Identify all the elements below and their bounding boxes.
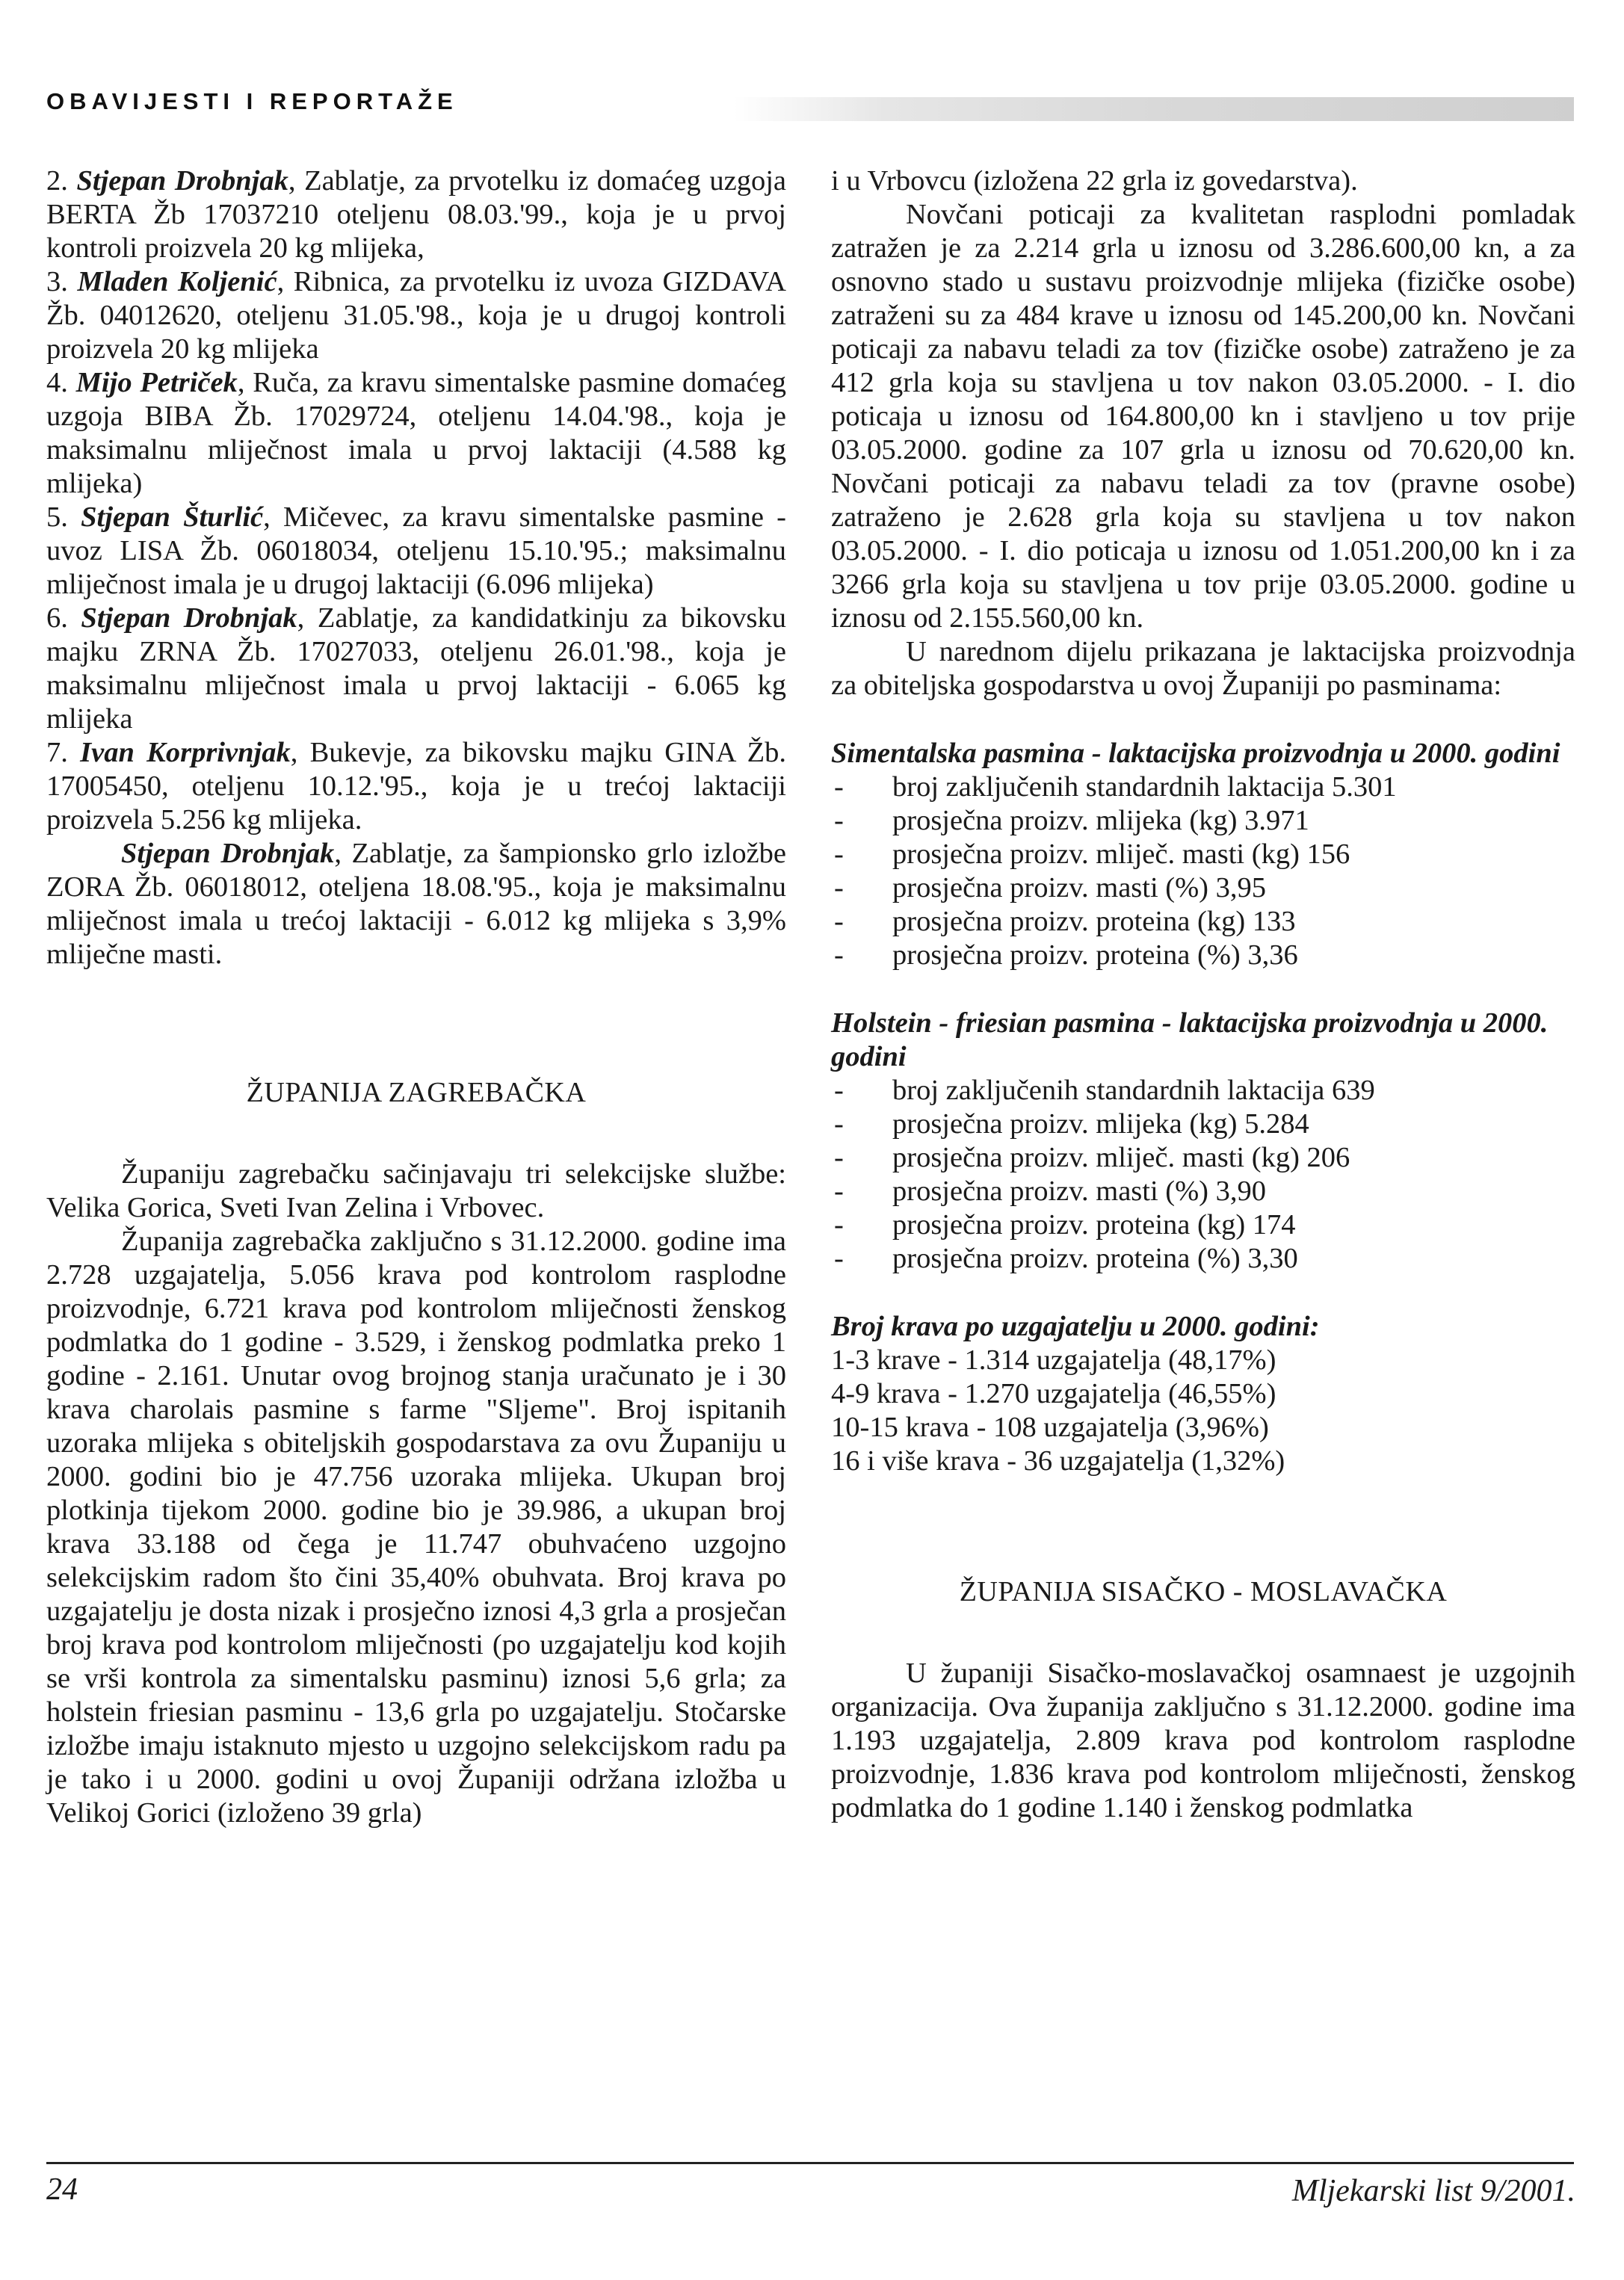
- list-item: - prosječna proizv. proteina (%) 3,30: [831, 1242, 1575, 1276]
- cows-per-breeder-heading: Broj krava po uzgajatelju u 2000. godini:: [831, 1311, 1320, 1342]
- continuation-text: i u Vrbovcu (izložena 22 grla iz govedarstva).: [831, 165, 1358, 197]
- list-item: - prosječna proizv. proteina (kg) 174: [831, 1208, 1575, 1242]
- zagreb-paragraph-1: Županiju zagrebačku sačinjavaju tri selekcijske službe: Velika Gorica, Sveti Ivan Zelina i Vrbovec.: [46, 1158, 786, 1223]
- award-item: [46, 736, 786, 837]
- award-item: [46, 164, 786, 265]
- breeder-name: Stjepan Drobnjak: [121, 838, 335, 869]
- cows-per-breeder-list: [831, 1344, 1575, 1478]
- award-item: [46, 265, 786, 366]
- running-header: [46, 88, 1574, 130]
- award-number: 7.: [46, 737, 68, 768]
- award-text: , Zablatje, za prvotelku iz domaćeg uzgoja BERTA Žb 17037210 oteljenu 08.03.'99., koja je u prvoj kontroli proizvela 20 kg mlijeka,: [46, 165, 787, 264]
- list-item: - broj zaključenih standardnih laktacija 639: [831, 1074, 1575, 1107]
- award-number: 2.: [46, 165, 68, 197]
- sisak-paragraph: U županiji Sisačko-moslavačkoj osamnaest je uzgojnih organizacija. Ova županija zaključno s 31.12.2000. godine ima 1.193 uzgajatelja, 2.809 krava pod kontrolom rasplodne proizvodnje, 1.836 krava pod kontrolom mliječnosti, ženskog podmlatka do 1 godine 1.140 i ženskog podmlatka: [831, 1658, 1575, 1823]
- journal-citation: Mljekarski list 9/2001.: [1291, 2174, 1575, 2208]
- list-item: - prosječna proizv. proteina (kg) 133: [831, 905, 1575, 939]
- breeder-name: Ivan Korprivnjak: [80, 737, 291, 768]
- award-item: [46, 602, 786, 736]
- section-heading-sisak: ŽUPANIJA SISAČKO - MOSLAVAČKA: [959, 1576, 1448, 1607]
- champion-text: , Zablatje, za šampionsko grlo izložbe ZORA Žb. 06018012, oteljena 18.08.'95., koja je maksimalnu mliječnost imala u trećoj laktaciji - 6.012 kg mlijeka s 3,9% mliječne masti.: [46, 838, 787, 970]
- award-text: , Bukevje, za bikovsku majku GINA Žb. 17005450, oteljenu 10.12.'95., koja je u trećoj laktaciji proizvela 5.256 kg mlijeka.: [46, 737, 786, 835]
- list-item: - prosječna proizv. proteina (%) 3,36: [831, 939, 1575, 972]
- list-item: 4-9 krava - 1.270 uzgajatelja (46,55%): [831, 1378, 1276, 1409]
- award-text: , Ribnica, za prvotelku iz uvoza GIZDAVA Žb. 04012620, oteljenu 31.05.'98., koja je u drugoj kontroli proizvela 20 kg mlijeka: [46, 266, 786, 365]
- award-text: , Mičevec, za kravu simentalske pasmine - uvoz LISA Žb. 06018034, oteljenu 15.10.'95.; maksimalnu mliječnost imala je u drugoj laktaciji (6.096 mlijeka): [46, 501, 786, 600]
- list-item: 10-15 krava - 108 uzgajatelja (3,96%): [831, 1412, 1269, 1443]
- award-number: 6.: [46, 602, 68, 634]
- breeder-name: Mladen Koljenić: [77, 266, 277, 297]
- award-item: [46, 366, 786, 501]
- list-item: 16 i više krava - 36 uzgajatelja (1,32%): [831, 1445, 1285, 1477]
- list-item: - prosječna proizv. mliječ. masti (kg) 156: [831, 838, 1575, 871]
- award-item: [46, 501, 786, 602]
- list-item: 1-3 krave - 1.314 uzgajatelja (48,17%): [831, 1344, 1276, 1376]
- holstein-heading: Holstein - friesian pasmina - laktacijska proizvodnja u 2000. godini: [831, 1007, 1549, 1072]
- right-column: [831, 164, 1575, 1825]
- holstein-list: [831, 1074, 1575, 1276]
- breeder-name: Stjepan Drobnjak: [76, 165, 288, 197]
- section-label: OBAVIJESTI I REPORTAŽE: [46, 88, 458, 114]
- subsidies-paragraph: Novčani poticaji za kvalitetan rasplodni pomladak zatražen je za 2.214 grla u iznosu od 3.286.600,00 kn, a za osnovno stado u sustavu proizvodnje mlijeka (fizičke osobe) zatraženi su za 484 krave u iznosu od 145.200,00 kn. Novčani poticaji za nabavu teladi za tov (fizičke osobe) zatraženo je za 412 grla koja su stavljena u tov nakon 03.05.2000. - I. dio poticaja u iznosu od 164.800,00 kn i stavljeno u tov prije 03.05.2000. godine za 107 grla u iznosu od 70.620,00 kn. Novčani poticaji za nabavu teladi za tov (pravne osobe) zatraženo je 2.628 grla koja su stavljena u tov nakon 03.05.2000. - I. dio poticaja u iznosu od 1.051.200,00 kn i za 3266 grla koja su stavljena u tov prije 03.05.2000. godine u iznosu od 2.155.560,00 kn.: [831, 199, 1575, 634]
- champion-paragraph: [46, 837, 786, 971]
- list-item: - prosječna proizv. masti (%) 3,95: [831, 871, 1575, 905]
- page-number: 24: [46, 2172, 78, 2207]
- header-decorative-bar: [734, 97, 1574, 121]
- breeder-name: Stjepan Drobnjak: [81, 602, 297, 634]
- list-item: - prosječna proizv. mlijeka (kg) 3.971: [831, 804, 1575, 838]
- left-column: [46, 164, 786, 1830]
- intro-paragraph: U narednom dijelu prikazana je laktacijska proizvodnja za obiteljska gospodarstva u ovoj Županiji po pasminama:: [831, 636, 1575, 701]
- list-item: - prosječna proizv. mliječ. masti (kg) 206: [831, 1141, 1575, 1175]
- breeder-name: Stjepan Šturlić: [81, 501, 264, 533]
- award-text: , Ruča, za kravu simentalske pasmine domaćeg uzgoja BIBA Žb. 17029724, oteljenu 14.04.'98., koja je maksimalnu mliječnost imala u prvoj laktaciji (4.588 kg mlijeka): [46, 367, 786, 499]
- award-text: , Zablatje, za kandidatkinju za bikovsku majku ZRNA Žb. 17027033, oteljenu 26.01.'98., koja je maksimalnu mliječnost imala u prvoj laktaciji - 6.065 kg mlijeka: [46, 602, 786, 735]
- breeder-name: Mijo Petriček: [75, 367, 238, 398]
- award-number: 5.: [46, 501, 68, 533]
- list-item: - prosječna proizv. masti (%) 3,90: [831, 1175, 1575, 1208]
- list-item: - broj zaključenih standardnih laktacija 5.301: [831, 770, 1575, 804]
- simmental-heading: Simentalska pasmina - laktacijska proizvodnja u 2000. godini: [831, 738, 1560, 769]
- list-item: - prosječna proizv. mlijeka (kg) 5.284: [831, 1107, 1575, 1141]
- section-heading-zagreb: ŽUPANIJA ZAGREBAČKA: [246, 1077, 587, 1108]
- award-number: 3.: [46, 266, 68, 297]
- footer-rule: [46, 2162, 1574, 2164]
- simmental-list: [831, 770, 1575, 972]
- zagreb-paragraph-2: Županija zagrebačka zaključno s 31.12.2000. godine ima 2.728 uzgajatelja, 5.056 krava pod kontrolom rasplodne proizvodnje, 6.721 krava pod kontrolom mliječnosti ženskog podmlatka do 1 godine - 3.529, i ženskog podmlatka preko 1 godine - 2.161. Unutar ovog brojnog stanja uračunato je i 30 krava charolais pasmine s farme "Sljeme". Broj ispitanih uzoraka mlijeka s obiteljskih gospodarstava za ovu Županiju u 2000. godini bio je 47.756 uzoraka mlijeka. Ukupan broj plotkinja tijekom 2000. godine bio je 39.986, a ukupan broj krava 33.188 od čega je 11.747 obuhvaćeno uzgojno selekcijskim radom što čini 35,40% obuhvata. Broj krava po uzgajatelju je dosta nizak i prosječno iznosi 4,3 grla a prosječan broj krava pod kontrolom mliječnosti (po uzgajatelju kod kojih se vrši kontrola za simentalsku pasminu) iznosi 5,6 grla; za holstein friesian pasminu - 13,6 grla po uzgajatelju. Stočarske izložbe imaju istaknuto mjesto u uzgojno selekcijskom radu pa je tako i u 2000. godini u ovoj Županiji održana izložba u Velikoj Gorici (izloženo 39 grla): [46, 1226, 786, 1829]
- award-number: 4.: [46, 367, 68, 398]
